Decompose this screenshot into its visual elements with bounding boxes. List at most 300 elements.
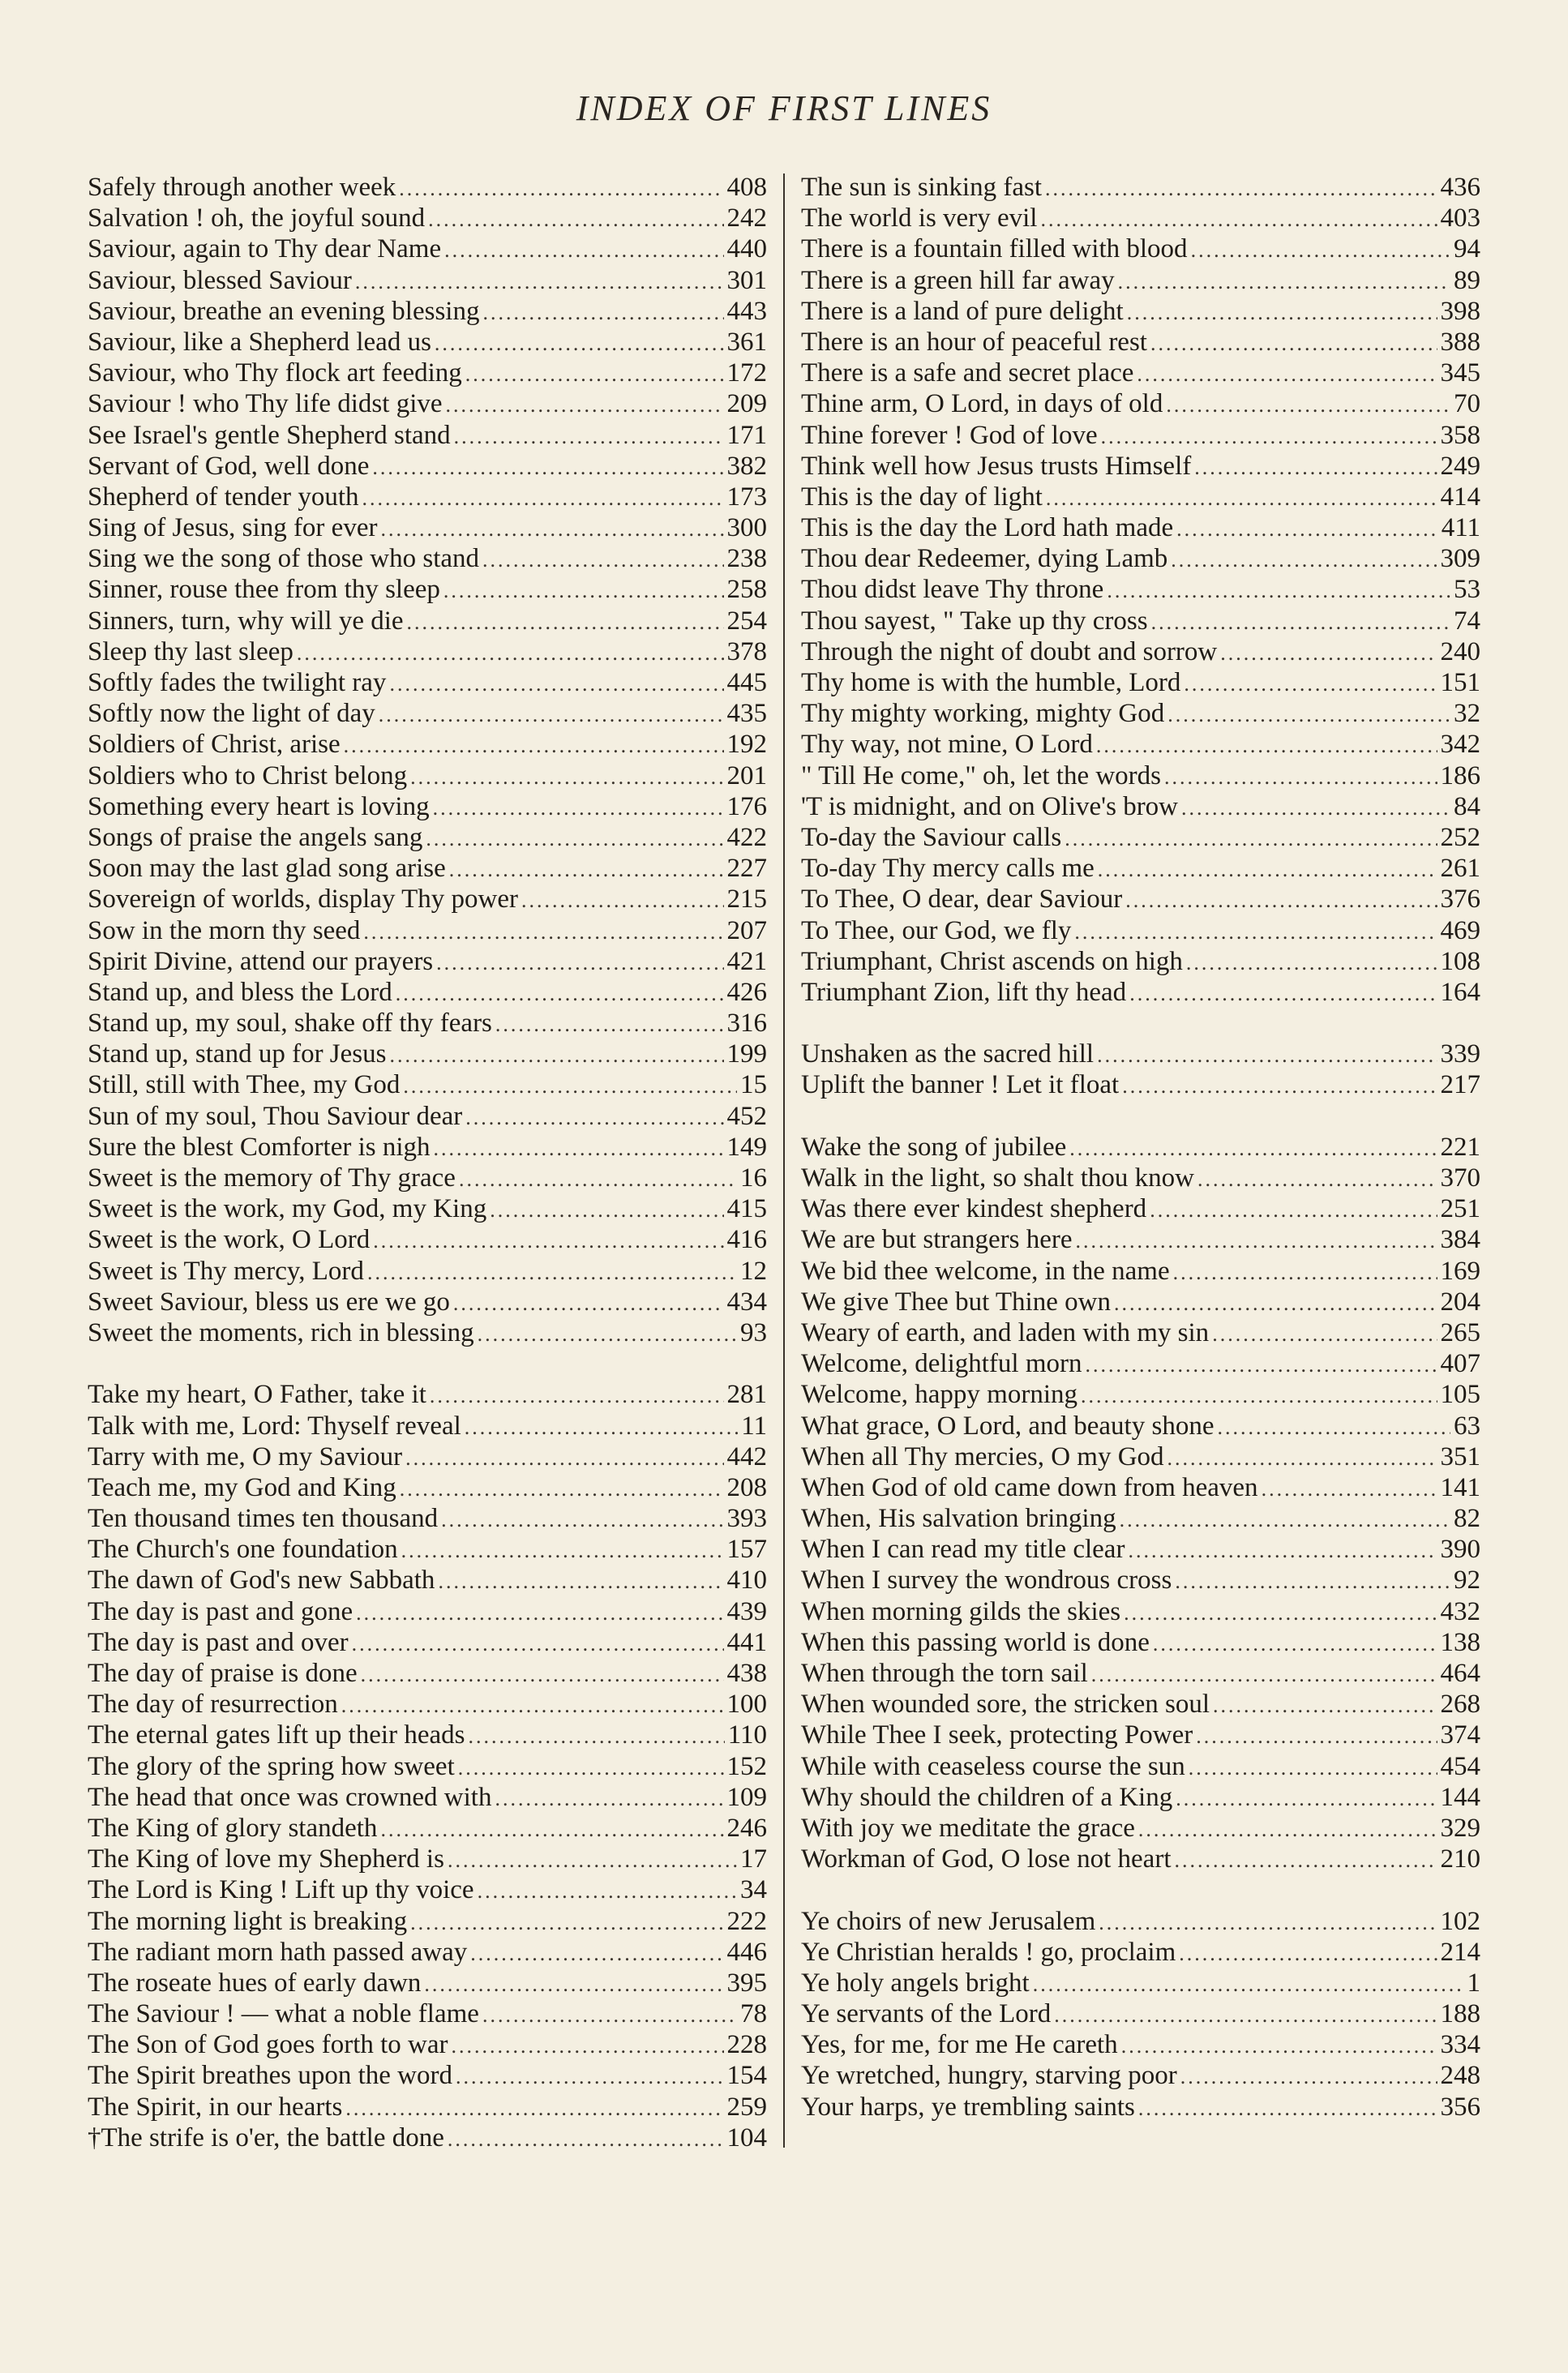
page-number: 403: [1440, 203, 1480, 233]
first-line-text: The world is very evil: [801, 203, 1038, 233]
page-number: 188: [1440, 1999, 1480, 2029]
dot-leader: [458, 1753, 724, 1784]
index-entry: [88, 1069, 767, 1100]
index-entry: [88, 1379, 767, 1410]
index-entry: [88, 1565, 767, 1596]
index-entry: [88, 420, 767, 451]
dot-leader: [1129, 979, 1437, 1009]
dot-leader: [401, 1536, 724, 1566]
first-line-text: To-day the Saviour calls: [801, 822, 1062, 852]
page-number: 252: [1440, 822, 1480, 852]
first-line-text: There is a safe and secret place: [801, 358, 1134, 388]
dot-leader: [1137, 359, 1437, 390]
first-line-text: Sweet the moments, rich in blessing: [88, 1317, 474, 1347]
page-number: 176: [726, 791, 767, 821]
dot-leader: [1120, 1505, 1450, 1536]
dot-leader: [361, 1660, 724, 1690]
first-line-text: When wounded sore, the stricken soul: [801, 1690, 1210, 1720]
section-gap: [801, 1008, 1480, 1039]
first-line-text: This is the day of light: [801, 482, 1043, 512]
dot-leader: [341, 1690, 724, 1721]
first-line-text: The Spirit, in our hearts: [88, 2092, 343, 2122]
index-entry: [88, 729, 767, 760]
page-number: 204: [1440, 1287, 1480, 1317]
index-entry: [88, 543, 767, 574]
dot-leader: [410, 762, 723, 793]
page-number: 345: [1440, 358, 1480, 388]
dot-leader: [448, 2124, 724, 2155]
dot-leader: [403, 1071, 737, 1102]
first-line-text: Saviour ! who Thy life didst give: [88, 389, 443, 419]
first-line-text: Think well how Jesus trusts Himself: [801, 451, 1192, 481]
page-number: 240: [1440, 636, 1480, 666]
index-entry: [88, 233, 767, 264]
dot-leader: [1164, 762, 1437, 793]
index-entry: [88, 574, 767, 605]
index-entry: [801, 451, 1480, 482]
page-number: 469: [1440, 915, 1480, 945]
first-line-text: 'T is midnight, and on Olive's brow: [801, 791, 1179, 821]
first-line-text: The day of praise is done: [88, 1659, 358, 1688]
dot-leader: [1191, 235, 1450, 266]
first-line-text: Salvation ! oh, the joyful sound: [88, 203, 426, 233]
index-entry: [801, 388, 1480, 419]
dot-leader: [438, 1566, 723, 1597]
dot-leader: [380, 514, 723, 545]
first-line-text: The sun is sinking fast: [801, 173, 1042, 202]
index-entry: [88, 1472, 767, 1503]
first-line-text: We bid thee welcome, in the name: [801, 1256, 1170, 1286]
first-line-text: The King of love my Shepherd is: [88, 1844, 444, 1874]
first-line-text: Sun of my soul, Thou Saviour dear: [88, 1101, 463, 1131]
index-entry: [801, 1441, 1480, 1472]
dot-leader: [1033, 1969, 1464, 2000]
first-line-text: Sleep thy last sleep: [88, 636, 293, 666]
index-entry: [801, 698, 1480, 729]
first-line-text: Saviour, like a Shepherd lead us: [88, 327, 431, 357]
page-number: 443: [726, 296, 767, 326]
page-number: 238: [726, 544, 767, 574]
first-line-text: Thou dear Redeemer, dying Lamb: [801, 544, 1168, 574]
page-number: 393: [726, 1504, 767, 1534]
index-entry: [801, 606, 1480, 636]
index-entry: [88, 760, 767, 791]
page-number: 144: [1440, 1782, 1480, 1812]
first-line-text: Why should the children of a King: [801, 1782, 1173, 1812]
first-line-text: When I survey the wondrous cross: [801, 1566, 1172, 1596]
dot-leader: [1189, 1753, 1437, 1784]
page-number: 110: [727, 1720, 767, 1750]
index-entry: [801, 574, 1480, 605]
index-entry: [801, 482, 1480, 512]
first-line-text: Take my heart, O Father, take it: [88, 1380, 426, 1410]
index-entry: [801, 1937, 1480, 1968]
page-number: 251: [1440, 1194, 1480, 1224]
index-entry: [801, 1193, 1480, 1224]
first-line-text: When this passing world is done: [801, 1627, 1150, 1657]
page-number: 141: [1440, 1472, 1480, 1502]
page-number: 439: [726, 1596, 767, 1626]
index-entry: [801, 1751, 1480, 1782]
first-line-text: Sweet Saviour, bless us ere we go: [88, 1287, 450, 1317]
dot-leader: [1175, 1566, 1450, 1597]
first-line-text: Spirit Divine, attend our prayers: [88, 946, 434, 976]
page-number: 82: [1454, 1504, 1480, 1534]
index-entry: [88, 2092, 767, 2122]
dot-leader: [424, 1969, 723, 2000]
first-line-text: Ye choirs of new Jerusalem: [801, 1906, 1096, 1936]
index-entry: [801, 1163, 1480, 1193]
index-entry: [801, 1348, 1480, 1379]
first-line-text: There is a green hill far away: [801, 265, 1115, 295]
first-line-text: To-day Thy mercy calls me: [801, 854, 1095, 884]
first-line-text: Thy home is with the humble, Lord: [801, 668, 1181, 697]
dot-leader: [454, 422, 724, 452]
page-number: 207: [726, 915, 767, 945]
section-gap: [801, 1101, 1480, 1132]
first-line-text: We give Thee but Thine own: [801, 1287, 1111, 1317]
dot-leader: [379, 700, 724, 730]
page-number: 92: [1454, 1566, 1480, 1596]
page-number: 415: [726, 1194, 767, 1224]
index-entry: [88, 853, 767, 884]
dot-leader: [356, 1598, 723, 1629]
dot-leader: [465, 359, 724, 390]
page-number: 34: [740, 1875, 767, 1905]
dot-leader: [1128, 1536, 1437, 1566]
dot-leader: [456, 2062, 724, 2092]
dot-leader: [1184, 669, 1437, 700]
dot-leader: [1074, 917, 1437, 948]
index-entry: [801, 203, 1480, 233]
first-line-text: Talk with me, Lord: Thyself reveal: [88, 1411, 461, 1441]
dot-leader: [482, 2000, 737, 2031]
page-number: 464: [1440, 1659, 1480, 1688]
page-number: 169: [1440, 1256, 1480, 1286]
dot-leader: [470, 1938, 723, 1969]
dot-leader: [355, 267, 724, 298]
index-entry: [88, 296, 767, 327]
first-line-text: See Israel's gentle Shepherd stand: [88, 420, 451, 450]
dot-leader: [372, 452, 723, 483]
page-number: 199: [726, 1039, 767, 1069]
first-line-text: When God of old came down from heaven: [801, 1472, 1258, 1502]
dot-leader: [345, 2093, 723, 2124]
index-entry: [88, 1844, 767, 1874]
page-number: 154: [726, 2061, 767, 2091]
first-line-text: Wake the song of jubilee: [801, 1132, 1067, 1162]
page-number: 434: [726, 1287, 767, 1317]
page-number: 356: [1440, 2092, 1480, 2122]
page-number: 157: [726, 1535, 767, 1565]
dot-leader: [1213, 1690, 1437, 1721]
dot-leader: [410, 1908, 723, 1938]
page-number: 70: [1454, 389, 1480, 419]
dot-leader: [1098, 855, 1437, 885]
page-number: 228: [726, 2030, 767, 2060]
first-line-text: Sweet is the work, my God, my King: [88, 1194, 487, 1224]
page-number: 222: [726, 1906, 767, 1936]
index-entry: [801, 420, 1480, 451]
dot-leader: [426, 824, 723, 855]
index-entry: [88, 1906, 767, 1937]
index-entry: [801, 1503, 1480, 1534]
page-number: 342: [1440, 730, 1480, 760]
first-line-text: The Saviour ! — what a noble flame: [88, 1999, 479, 2029]
index-column-left: [88, 172, 767, 2153]
index-entry: [801, 791, 1480, 822]
first-line-text: There is a fountain filled with blood: [801, 234, 1188, 264]
first-line-text: Thine arm, O Lord, in days of old: [801, 389, 1163, 419]
dot-leader: [1054, 2000, 1437, 2031]
index-entry: [88, 1503, 767, 1534]
index-entry: [88, 1658, 767, 1689]
index-entry: [88, 667, 767, 698]
index-column-right: [801, 172, 1480, 2122]
dot-leader: [1096, 730, 1437, 761]
first-line-text: Thou didst leave Thy throne: [801, 575, 1104, 605]
dot-leader: [495, 1009, 724, 1040]
page-number: 217: [1440, 1070, 1480, 1100]
first-line-text: The Church's one foundation: [88, 1535, 398, 1565]
dot-leader: [389, 1040, 723, 1071]
first-line-text: When through the torn sail: [801, 1659, 1088, 1688]
page-number: 445: [726, 668, 767, 697]
page-number: 186: [1440, 760, 1480, 790]
dot-leader: [399, 173, 723, 204]
first-line-text: Stand up, my soul, shake off thy fears: [88, 1009, 492, 1039]
first-line-text: Soldiers of Christ, arise: [88, 730, 341, 760]
first-line-text: Still, still with Thee, my God: [88, 1070, 401, 1100]
page-number: 376: [1440, 885, 1480, 915]
page-number: 215: [726, 885, 767, 915]
index-entry: [88, 791, 767, 822]
page-number: 201: [726, 760, 767, 790]
page-number: 15: [740, 1070, 767, 1100]
page-number: 309: [1440, 544, 1480, 574]
first-line-text: When all Thy mercies, O my God: [801, 1441, 1164, 1471]
page-number: 432: [1440, 1596, 1480, 1626]
first-line-text: Sing of Jesus, sing for ever: [88, 513, 378, 543]
dot-leader: [1176, 514, 1438, 545]
dot-leader: [1122, 1071, 1437, 1102]
first-line-text: Thy mighty working, mighty God: [801, 699, 1165, 729]
page-number: 149: [726, 1132, 767, 1162]
page-number: 329: [1440, 1813, 1480, 1843]
dot-leader: [478, 1319, 737, 1350]
index-entry: [801, 946, 1480, 977]
dot-leader: [1196, 1721, 1437, 1752]
first-line-text: Unshaken as the sacred hill: [801, 1039, 1095, 1069]
dot-leader: [465, 1103, 723, 1133]
first-line-text: Your harps, ye trembling saints: [801, 2092, 1135, 2122]
first-line-text: When, His salvation bringing: [801, 1504, 1116, 1534]
index-entry: [88, 884, 767, 915]
page-number: 221: [1440, 1132, 1480, 1162]
dot-leader: [449, 855, 724, 885]
dot-leader: [1175, 1845, 1437, 1876]
page-number: 265: [1440, 1317, 1480, 1347]
first-line-text: Softly fades the twilight ray: [88, 668, 387, 697]
index-entry: [801, 822, 1480, 853]
first-line-text: Stand up, and bless the Lord: [88, 977, 392, 1007]
dot-leader: [482, 545, 723, 576]
first-line-text: Walk in the light, so shalt thou know: [801, 1163, 1194, 1193]
dot-leader: [1125, 885, 1437, 916]
first-line-text: Something every heart is loving: [88, 791, 430, 821]
page-number: 316: [726, 1009, 767, 1039]
dot-leader: [435, 328, 724, 359]
dot-leader: [405, 1443, 723, 1474]
first-line-text: Thine forever ! God of love: [801, 420, 1098, 450]
dot-leader: [468, 1721, 724, 1752]
index-entry: [88, 1132, 767, 1163]
first-line-text: When I can read my title clear: [801, 1535, 1125, 1565]
index-entry: [801, 1596, 1480, 1627]
page-number: 301: [726, 265, 767, 295]
index-entry: [801, 2092, 1480, 2122]
dot-leader: [1166, 390, 1450, 421]
index-entry: [88, 636, 767, 667]
first-line-text: The Spirit breathes upon the word: [88, 2061, 452, 2091]
index-entry: [88, 1751, 767, 1782]
index-entry: [801, 512, 1480, 543]
first-line-text: The eternal gates lift up their heads: [88, 1720, 465, 1750]
dot-leader: [1099, 1908, 1437, 1938]
first-line-text: Sweet is the work, O Lord: [88, 1225, 371, 1255]
page-number: 11: [741, 1411, 767, 1441]
index-entry: [801, 1627, 1480, 1658]
first-line-text: When morning gilds the skies: [801, 1596, 1121, 1626]
index-entry: [88, 1813, 767, 1844]
index-entry: [801, 1720, 1480, 1750]
page-number: 242: [726, 203, 767, 233]
first-line-text: The radiant morn hath passed away: [88, 1937, 468, 1967]
first-line-text: Songs of praise the angels sang: [88, 822, 423, 852]
index-entry: [801, 1379, 1480, 1410]
page-number: 339: [1440, 1039, 1480, 1069]
first-line-text: Sinner, rouse thee from thy sleep: [88, 575, 440, 605]
first-line-text: With joy we meditate the grace: [801, 1813, 1135, 1843]
index-entry: [801, 1069, 1480, 1100]
index-entry: [88, 2060, 767, 2091]
page-number: 227: [726, 854, 767, 884]
page-number: 261: [1440, 854, 1480, 884]
page-number: 414: [1440, 482, 1480, 512]
first-line-text: Sow in the morn thy seed: [88, 915, 361, 945]
dot-leader: [1101, 422, 1437, 452]
dot-leader: [478, 1876, 737, 1907]
dot-leader: [436, 948, 723, 979]
dot-leader: [453, 1288, 724, 1319]
page-number: 94: [1454, 234, 1480, 264]
dot-leader: [297, 638, 724, 669]
page-number: 378: [726, 636, 767, 666]
page-number: 108: [1440, 946, 1480, 976]
page-number: 164: [1440, 977, 1480, 1007]
index-entry: [801, 1565, 1480, 1596]
page-number: 78: [740, 1999, 767, 2029]
dot-leader: [1262, 1474, 1437, 1505]
dot-leader: [1097, 1040, 1437, 1071]
dot-leader: [1150, 1195, 1437, 1226]
first-line-text: Welcome, delightful morn: [801, 1349, 1082, 1379]
index-entry: [801, 1224, 1480, 1255]
dot-leader: [441, 1505, 723, 1536]
dot-leader: [373, 1226, 723, 1257]
first-line-text: There is an hour of peaceful rest: [801, 327, 1147, 357]
first-line-text: Yes, for me, for me He careth: [801, 2030, 1118, 2060]
dot-leader: [396, 979, 724, 1009]
dot-leader: [1081, 1381, 1437, 1411]
first-line-text: Weary of earth, and laden with my sin: [801, 1317, 1210, 1347]
first-line-text: What grace, O Lord, and beauty shone: [801, 1411, 1215, 1441]
dot-leader: [400, 1474, 724, 1505]
first-line-text: Saviour, breathe an evening blessing: [88, 296, 480, 326]
first-line-text: Sinners, turn, why will ye die: [88, 606, 404, 636]
page-number: 408: [726, 173, 767, 202]
index-entry: [88, 1441, 767, 1472]
index-entry: [88, 1224, 767, 1255]
page-number: 249: [1440, 451, 1480, 481]
first-line-text: Sing we the song of those who stand: [88, 544, 480, 574]
dot-leader: [1171, 545, 1437, 576]
page-number: 138: [1440, 1627, 1480, 1657]
dot-leader: [1121, 2031, 1437, 2062]
dot-leader: [1186, 948, 1437, 979]
section-gap: [88, 1348, 767, 1379]
first-line-text: Sweet is the memory of Thy grace: [88, 1163, 456, 1193]
first-line-text: Thou sayest, " Take up thy cross: [801, 606, 1148, 636]
page-number: 388: [1440, 327, 1480, 357]
page-number: 454: [1440, 1751, 1480, 1781]
page-number: 258: [726, 575, 767, 605]
index-entry: [801, 1472, 1480, 1503]
page-number: 358: [1440, 420, 1480, 450]
first-line-text: Welcome, happy morning: [801, 1380, 1078, 1410]
dot-leader: [1194, 452, 1437, 483]
index-entry: [88, 1689, 767, 1720]
index-entry: [88, 1720, 767, 1750]
page-number: 370: [1440, 1163, 1480, 1193]
index-entry: [88, 1039, 767, 1069]
dot-leader: [367, 1257, 737, 1288]
first-line-text: The roseate hues of early dawn: [88, 1968, 422, 1998]
dot-leader: [363, 917, 723, 948]
first-line-text: Workman of God, O lose not heart: [801, 1844, 1172, 1874]
first-line-text: The head that once was crowned with: [88, 1782, 492, 1812]
index-entry: [88, 1998, 767, 2029]
dot-leader: [1220, 638, 1437, 669]
index-entry: [801, 915, 1480, 946]
index-entry: [88, 1008, 767, 1039]
index-entry: [88, 1411, 767, 1441]
page-number: 440: [726, 234, 767, 264]
index-entry: [88, 2029, 767, 2060]
page-number: 171: [726, 420, 767, 450]
page-number: 395: [726, 1968, 767, 1998]
index-entry: [88, 1256, 767, 1287]
first-line-text: Saviour, again to Thy dear Name: [88, 234, 442, 264]
page-number: 173: [726, 482, 767, 512]
first-line-text: Ye wretched, hungry, starving poor: [801, 2061, 1177, 2091]
index-entry: [88, 915, 767, 946]
dot-leader: [1151, 607, 1450, 638]
page-number: 426: [726, 977, 767, 1007]
page-number: 438: [726, 1659, 767, 1688]
first-line-text: The morning light is breaking: [88, 1906, 408, 1936]
dot-leader: [1167, 1443, 1437, 1474]
